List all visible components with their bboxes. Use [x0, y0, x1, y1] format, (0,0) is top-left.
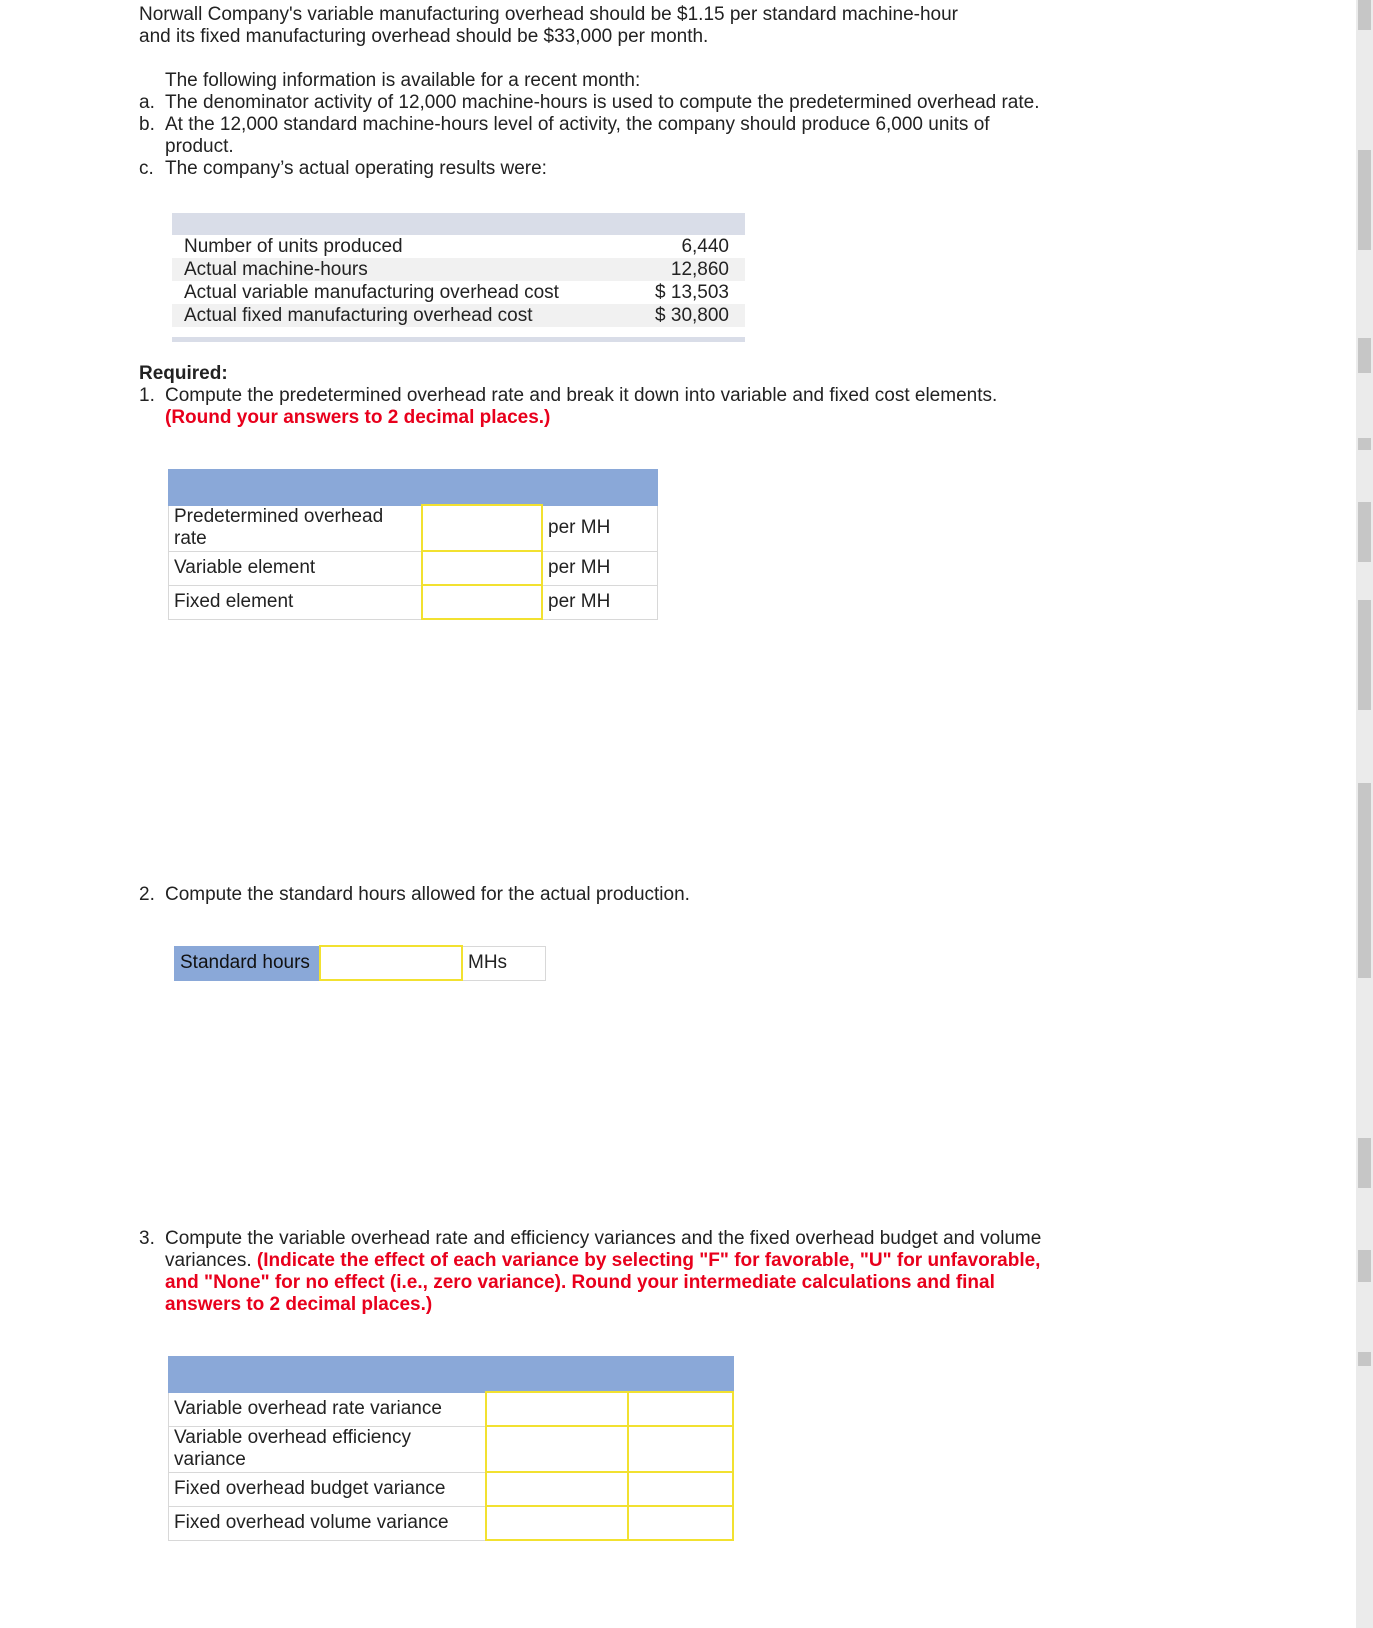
input-cell: [628, 1426, 733, 1472]
table-header: [169, 1357, 734, 1393]
scrollbar-segment: [1358, 338, 1371, 373]
scrollbar-thumb[interactable]: [1358, 600, 1371, 710]
table-header: [172, 213, 745, 235]
input-cell: [486, 1506, 628, 1540]
row-label: Fixed element: [169, 585, 423, 619]
intro-line: Norwall Company's variable manufacturing overhead should be $1.15 per standard machine-hour: [139, 4, 958, 25]
scrollbar-segment: [1358, 0, 1371, 30]
row-label: Standard hours: [175, 946, 321, 980]
budget-variance-effect-select[interactable]: [629, 1474, 732, 1504]
question-2-text: Compute the standard hours allowed for the actual production.: [165, 884, 690, 905]
question-3-text: Compute the variable overhead rate and efficiency variances and the fixed overhead budget and volume: [165, 1228, 1042, 1249]
row-value: $ 13,503: [655, 282, 729, 303]
table-row: [172, 281, 745, 304]
q3-answer-table: [168, 1356, 734, 1541]
table-row: [172, 258, 745, 281]
fixed-element-input[interactable]: [423, 587, 541, 617]
unit-label: MHs: [462, 946, 546, 980]
question-3-marker: 3.: [139, 1228, 155, 1249]
input-cell: [422, 551, 542, 585]
vertical-scrollbar[interactable]: [1356, 0, 1373, 1628]
label-line: Variable overhead efficiency: [174, 1427, 411, 1448]
question-2-marker: 2.: [139, 884, 155, 905]
row-label: Variable element: [169, 551, 423, 585]
q2-answer-table: [174, 945, 546, 981]
info-list: [139, 92, 1139, 180]
rate-variance-amount-input[interactable]: [487, 1394, 627, 1424]
volume-variance-amount-input[interactable]: [487, 1508, 627, 1538]
input-cell: [422, 585, 542, 619]
actual-results-table: [172, 213, 745, 342]
q1-answer-table: [168, 469, 658, 620]
unit-label: per MH: [542, 551, 658, 585]
list-text: The denominator activity of 12,000 machine-hours is used to compute the predetermined overhead rate.: [165, 92, 1040, 113]
scrollbar-segment: [1358, 1352, 1371, 1366]
table-row: [169, 505, 658, 551]
list-marker: b.: [139, 114, 155, 135]
variable-element-input[interactable]: [423, 553, 541, 583]
list-item: [139, 158, 1139, 180]
table-row: [172, 304, 745, 327]
question-3-note: (Indicate the effect of each variance by selecting "F" for favorable, "U" for unfavorable,: [256, 1250, 1041, 1271]
scrollbar-segment: [1358, 1250, 1371, 1282]
table-row: [175, 946, 546, 980]
input-cell: [486, 1472, 628, 1506]
row-label: [169, 1426, 487, 1472]
table-footer: [172, 337, 745, 342]
table-row: [169, 585, 658, 619]
row-label: Variable overhead rate variance: [169, 1392, 487, 1426]
required-heading: Required:: [139, 363, 228, 384]
input-cell: [422, 505, 542, 551]
scrollbar-segment: [1358, 438, 1371, 450]
list-marker: c.: [139, 158, 154, 179]
row-label: Fixed overhead budget variance: [169, 1472, 487, 1506]
question-3-text-plain: variances.: [165, 1250, 257, 1271]
input-cell: [486, 1392, 628, 1426]
row-label: Actual variable manufacturing overhead cost: [184, 282, 559, 303]
efficiency-variance-amount-input[interactable]: [487, 1428, 627, 1470]
list-text: The company’s actual operating results were:: [165, 158, 547, 179]
row-label: Actual machine-hours: [184, 259, 368, 280]
unit-label: per MH: [542, 505, 658, 551]
volume-variance-effect-select[interactable]: [629, 1508, 732, 1538]
standard-hours-input[interactable]: [321, 948, 461, 978]
table-header: [169, 470, 658, 506]
input-cell: [320, 946, 462, 980]
question-1-note: (Round your answers to 2 decimal places.): [165, 407, 551, 428]
list-item: [139, 114, 1139, 158]
budget-variance-amount-input[interactable]: [487, 1474, 627, 1504]
list-item: [139, 92, 1139, 114]
unit-label: per MH: [542, 585, 658, 619]
question-1-marker: 1.: [139, 385, 155, 406]
info-heading: The following information is available for a recent month:: [165, 70, 641, 91]
question-1-text: Compute the predetermined overhead rate and break it down into variable and fixed cost elements.: [165, 385, 998, 406]
list-text: At the 12,000 standard machine-hours level of activity, the company should produce 6,000 units of: [165, 114, 990, 135]
scrollbar-segment: [1358, 1138, 1371, 1188]
scrollbar-segment: [1358, 150, 1371, 250]
row-label: Number of units produced: [184, 236, 403, 257]
input-cell: [486, 1426, 628, 1472]
table-row: [169, 1392, 734, 1426]
table-row: [169, 1472, 734, 1506]
row-value: $ 30,800: [655, 305, 729, 326]
table-row: [169, 1506, 734, 1540]
list-text: product.: [165, 136, 234, 157]
label-line: rate: [174, 528, 207, 549]
label-line: Predetermined overhead: [174, 506, 384, 527]
table-row: [169, 551, 658, 585]
predetermined-rate-input[interactable]: [423, 507, 541, 549]
row-label: [169, 505, 423, 551]
row-label: Fixed overhead volume variance: [169, 1506, 487, 1540]
scrollbar-segment: [1358, 783, 1371, 978]
row-label: Actual fixed manufacturing overhead cost: [184, 305, 533, 326]
table-row: [169, 1426, 734, 1472]
row-value: 12,860: [670, 259, 729, 280]
efficiency-variance-effect-select[interactable]: [629, 1428, 732, 1470]
question-3-note: and "None" for no effect (i.e., zero variance). Round your intermediate calculations and final: [165, 1272, 995, 1293]
row-value: 6,440: [681, 236, 729, 257]
list-marker: a.: [139, 92, 155, 113]
intro-line: and its fixed manufacturing overhead should be $33,000 per month.: [139, 26, 709, 47]
table-row: [172, 235, 745, 258]
input-cell: [628, 1506, 733, 1540]
question-3-text: [165, 1250, 1040, 1272]
input-cell: [628, 1472, 733, 1506]
scrollbar-segment: [1358, 502, 1371, 562]
input-cell: [628, 1392, 733, 1426]
intro-text: [139, 4, 958, 48]
question-3-note: answers to 2 decimal places.): [165, 1294, 433, 1315]
label-line: variance: [174, 1449, 246, 1470]
rate-variance-effect-select[interactable]: [629, 1394, 732, 1424]
